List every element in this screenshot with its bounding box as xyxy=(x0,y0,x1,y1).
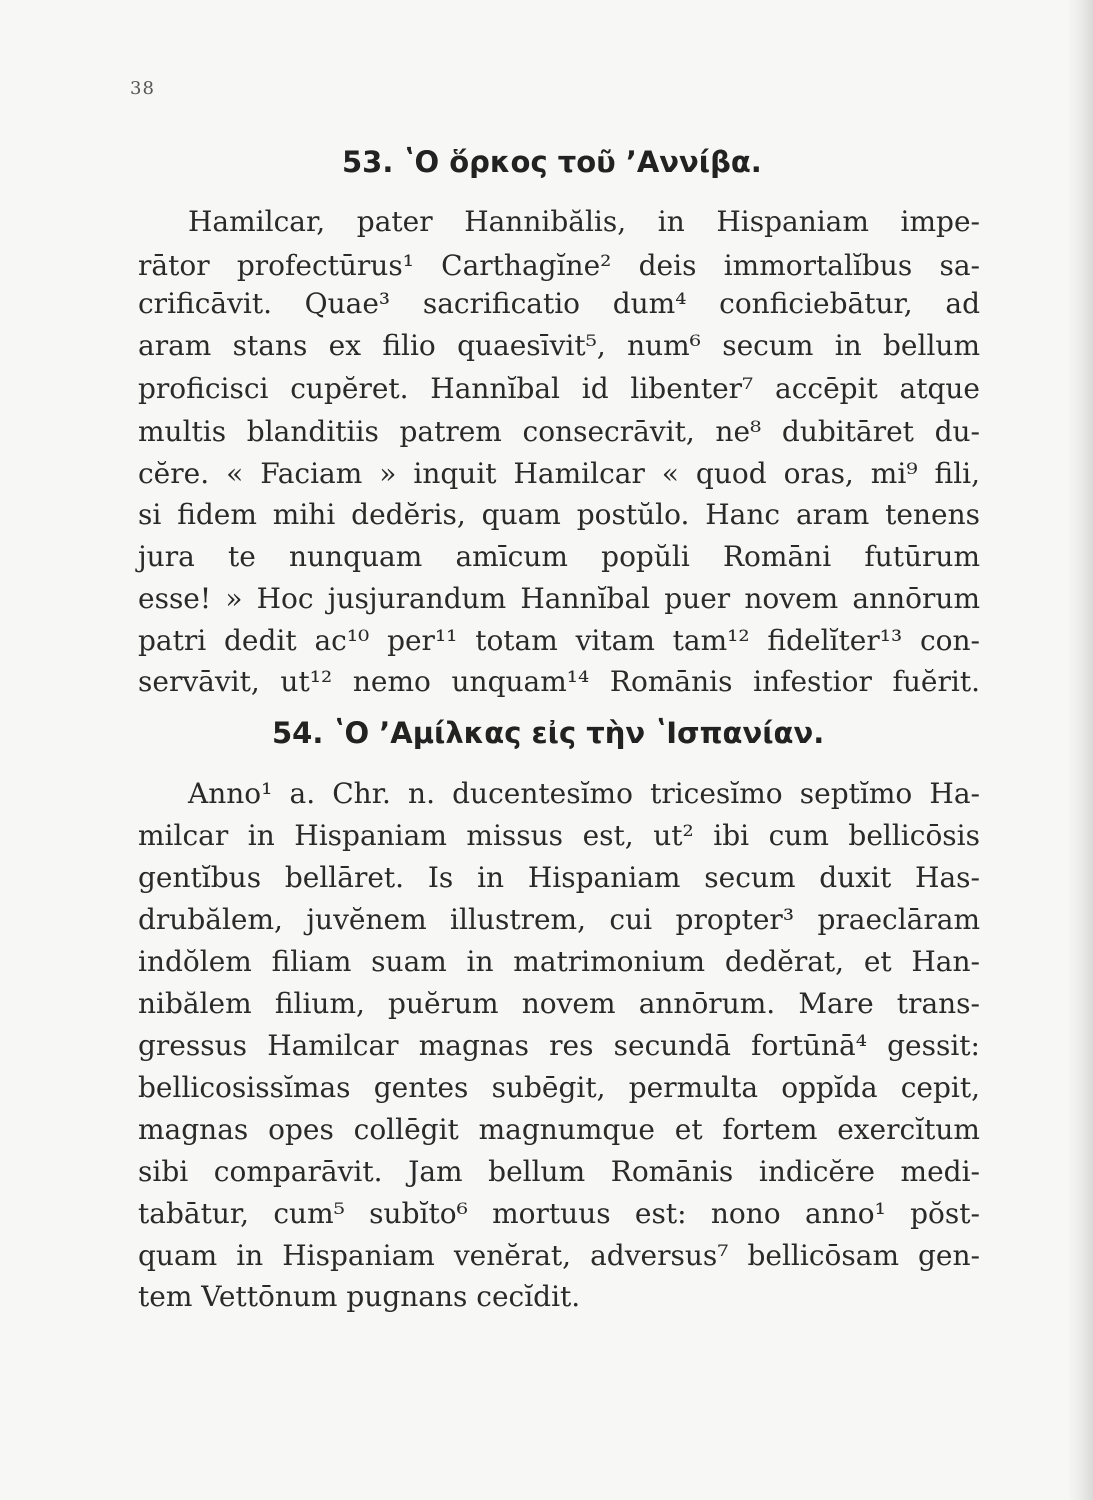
text-line: esse! » Hoc jusjurandum Hannĭbal puer novem annōrum xyxy=(138,582,980,615)
text-line: rātor profectūrus¹ Carthagĭne² deis immortalĭbus sa- xyxy=(138,249,980,282)
text-line: gressus Hamilcar magnas res secundā fortūnā⁴ gessit: xyxy=(138,1029,980,1062)
text-line: aram stans ex filio quaesīvit⁵, num⁶ secum in bellum xyxy=(138,329,980,362)
page-edge-shadow xyxy=(1067,0,1093,1500)
text-line: bellicosissĭmas gentes subēgit, permulta oppĭda cepit, xyxy=(138,1071,980,1104)
text-line: tem Vettōnum pugnans cecĭdit. xyxy=(138,1280,581,1313)
text-line: multis blanditiis patrem consecrāvit, ne⁸ dubitāret du- xyxy=(138,415,980,448)
text-line: quam in Hispaniam venĕrat, adversus⁷ bellicōsam gen- xyxy=(138,1239,980,1272)
page-number: 38 xyxy=(130,78,155,99)
section-heading-53: 53. ʽO ὅρκος τοῦ ʼΑννίβα. xyxy=(342,145,762,179)
text-line: Hamilcar, pater Hannibălis, in Hispaniam impe- xyxy=(188,205,980,238)
text-line: Anno¹ a. Chr. n. ducentesĭmo tricesĭmo septĭmo Ha- xyxy=(188,777,980,810)
text-line: crificāvit. Quae³ sacrificatio dum⁴ conficiebātur, ad xyxy=(138,287,980,320)
text-line: gentĭbus bellāret. Is in Hispaniam secum duxit Has- xyxy=(138,861,980,894)
text-line: drubălem, juvĕnem illustrem, cui propter³ praeclāram xyxy=(138,903,980,936)
text-line: jura te nunquam amīcum popŭli Romāni futūrum xyxy=(138,540,980,573)
text-line: proficisci cupĕret. Hannĭbal id libenter⁷ accēpit atque xyxy=(138,372,980,405)
text-line: magnas opes collēgit magnumque et fortem exercĭtum xyxy=(138,1113,980,1146)
text-line: sibi comparāvit. Jam bellum Romānis indicĕre medi- xyxy=(138,1155,980,1188)
section-heading-54: 54. ʽO ʼΑμίλκας εἰς τὴν ʽΙσπανίαν. xyxy=(272,716,825,750)
text-line: si fidem mihi dedĕris, quam postŭlo. Hanc aram tenens xyxy=(138,498,980,531)
text-line: cĕre. « Faciam » inquit Hamilcar « quod oras, mi⁹ fili, xyxy=(138,457,980,490)
text-line: tabātur, cum⁵ subĭto⁶ mortuus est: nono anno¹ pŏst- xyxy=(138,1197,980,1230)
text-line: indŏlem filiam suam in matrimonium dedĕrat, et Han- xyxy=(138,945,980,978)
text-line: milcar in Hispaniam missus est, ut² ibi cum bellicōsis xyxy=(138,819,980,852)
text-line: servāvit, ut¹² nemo unquam¹⁴ Romānis infestior fuĕrit. xyxy=(138,665,980,698)
text-line: patri dedit ac¹⁰ per¹¹ totam vitam tam¹² fidelĭter¹³ con- xyxy=(138,624,980,657)
text-line: nibălem filium, puĕrum novem annōrum. Mare trans- xyxy=(138,987,980,1020)
